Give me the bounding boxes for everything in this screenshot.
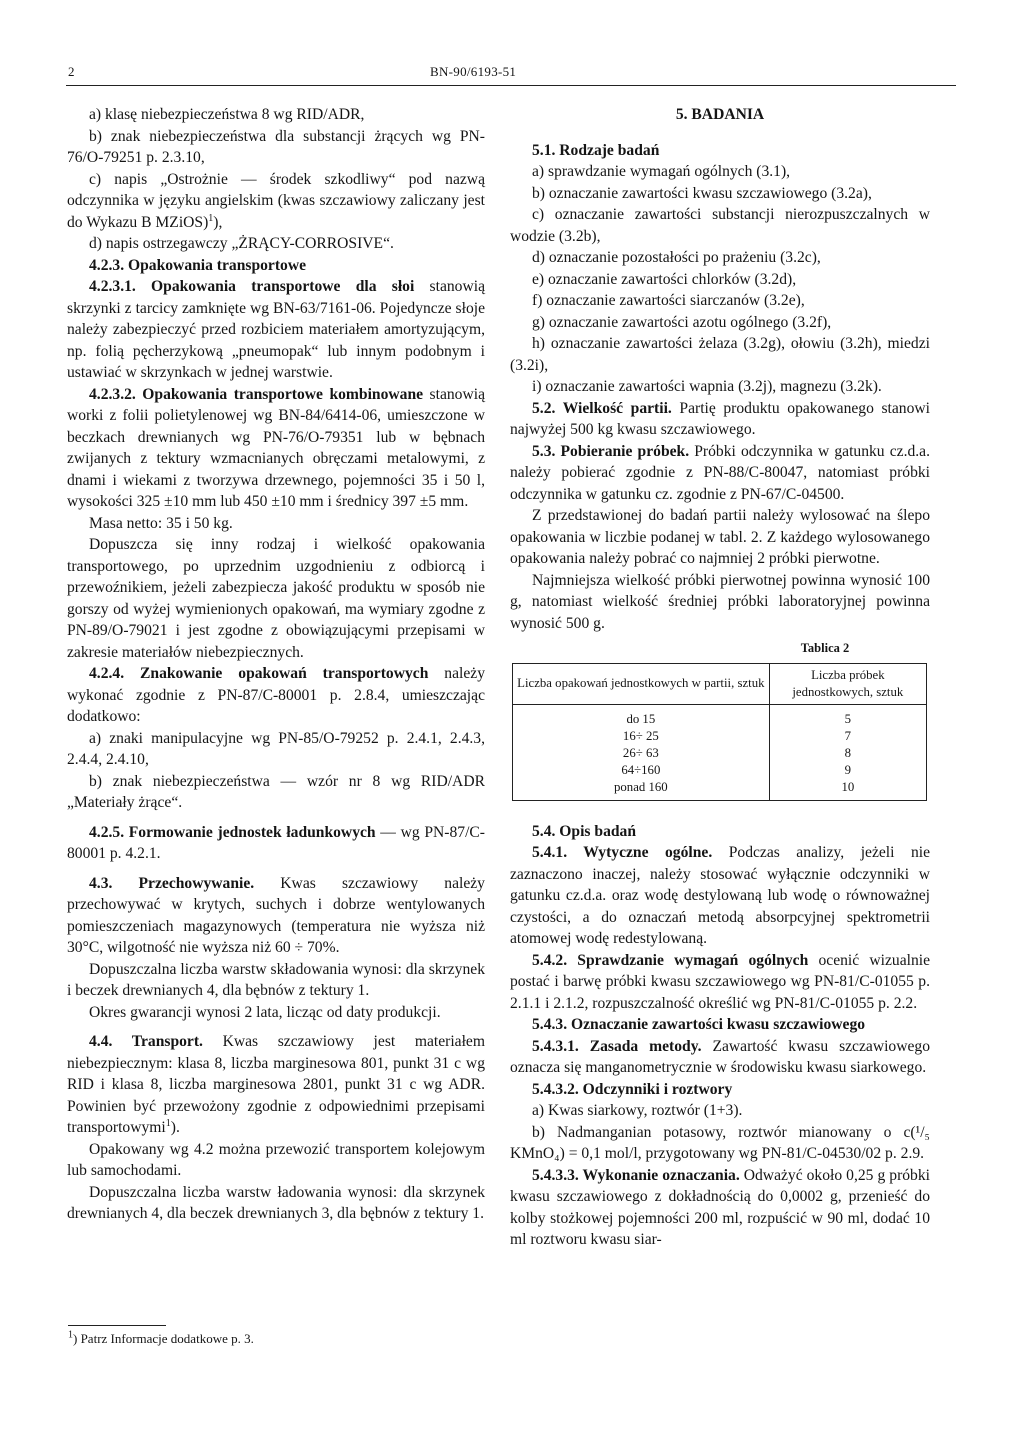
sample-table [512, 663, 927, 801]
paragraph-storage-layers: Dopuszczalna liczba warstw składowania wynosi: dla skrzynek i beczek drewnianych 4, dla bębnów z tektury 1. [67, 960, 485, 999]
list-item: g) oznaczanie zawartości azotu ogólnego (3.2f), [532, 313, 832, 331]
paragraph-text: Próbki odczynnika w gatunku cz.d.a. należy pobierać zgodnie z PN-88/C-80047, natomiast próbki odczynnika w gatunku cz. zgodnie z PN-67/C-04500. [510, 442, 930, 503]
section-heading-4-2-4: 4.2.4. Znakowanie opakowań transportowych [89, 665, 429, 682]
section-heading-5-4: 5.4. Opis badań [532, 822, 637, 840]
table-row [513, 779, 927, 801]
section-heading-5: 5. BADANIA [675, 106, 765, 123]
section-heading-4-3: 4.3. Przechowywanie. [89, 874, 255, 892]
table-row [513, 762, 927, 779]
table-cell: 10 [769, 779, 926, 801]
footnote-mark: 1 [68, 1329, 73, 1341]
list-item-c-end: ), [213, 213, 223, 231]
section-heading-5-3: 5.3. Pobieranie próbek. [532, 442, 690, 460]
list-item: i) oznaczanie zawartości wapnia (3.2j), magnezu (3.2k). [532, 378, 882, 395]
paragraph-5-2 [510, 398, 930, 441]
footnote [68, 1331, 254, 1347]
page-number: 2 [68, 64, 75, 79]
paragraph-sampling: Z przedstawionej do badań partii należy wylosować na ślepo opakowania w liczbie podanej w tabl. 2. Z każdego wylosowanego opakowania należy pobrać co najmniej 2 próbki pierwotne. [510, 507, 930, 567]
paragraph-net-mass: Masa netto: 35 i 50 kg. [89, 514, 233, 532]
list-item: b) oznaczanie zawartości kwasu szczawiowego (3.2a), [532, 184, 872, 202]
section-heading-4-2-3-2: 4.2.3.2. Opakowania transportowe kombinowane [89, 385, 424, 403]
footnote-text: ) Patrz Informacje dodatkowe p. 3. [73, 1331, 254, 1346]
section-heading-5-4-3-1: 5.4.3.1. Zasada metody. [532, 1037, 702, 1055]
table-cell: ponad 160 [513, 779, 770, 801]
list-item-a: a) znaki manipulacyjne wg PN-85/O-79252 p. 2.4.1, 2.4.3, 2.4.4, 2.4.10, [67, 729, 485, 768]
table-header-packages: Liczba opakowań jednostkowych w partii, sztuk [513, 663, 770, 704]
table-cell: 8 [769, 745, 926, 762]
list-item: a) sprawdzanie wymagań ogólnych (3.1), [532, 163, 791, 180]
table-cell: 5 [769, 704, 926, 728]
paragraph-4-2-3-1 [67, 276, 485, 384]
list-item-c [67, 169, 485, 234]
section-heading-5-1: 5.1. Rodzaje badań [532, 141, 660, 159]
section-heading-5-4-3: 5.4.3. Oznaczanie zawartości kwasu szczawiowego [532, 1016, 866, 1033]
section-heading-5-4-3-2: 5.4.3.2. Odczynniki i roztwory [532, 1080, 733, 1098]
list-item-a: a) klasę niebezpieczeństwa 8 wg RID/ADR, [89, 106, 365, 123]
paragraph-5-3 [510, 441, 930, 506]
footnote-ref: 1 [165, 1117, 171, 1129]
table-cell: 64÷160 [513, 762, 770, 779]
list-item: h) oznaczanie zawartości żelaza (3.2g), ołowiu (3.2h), miedzi (3.2i), [510, 335, 930, 374]
paragraph-text: należy wykonać zgodnie z PN-87/C-80001 p. 2.8.4, umieszczając dodatkowo: [67, 665, 485, 725]
footnote-rule [68, 1325, 166, 1326]
list-item-b: b) znak niebezpieczeństwa dla substancji żrących wg PN-76/O-79251 p. 2.3.10, [67, 127, 485, 166]
section-heading-5-4-1: 5.4.1. Wytyczne ogólne. [532, 844, 713, 861]
paragraph-text-end: , przygotowany wg PN-81/C-04530/02 p. 2.9. [637, 1145, 925, 1162]
table-cell: 26÷ 63 [513, 745, 770, 762]
paragraph-4-2-3-2 [67, 384, 485, 513]
paragraph-5-4-3-1 [510, 1036, 930, 1079]
paragraph-4-2-5 [67, 822, 485, 865]
footnote-ref: 1 [208, 212, 214, 224]
paragraph-text-end: ). [170, 1119, 180, 1136]
paragraph-text: Kwas szczawiowy jest materiałem niebezpiecznym: klasa 8, liczba marginesowa 801, punkt 31 c wg RID i klasa 8, liczba marginesowa 2801, punkt 31 c wg ADR. Powinien być przewożony zgodnie z odpowiednimi przepisami transportowymi [67, 1033, 485, 1136]
table-cell: do 15 [513, 704, 770, 728]
section-heading-5-4-2: 5.4.2. Sprawdzanie wymagań ogólnych [532, 951, 809, 969]
section-heading-5-4-3-3: 5.4.3.3. Wykonanie oznaczania. [532, 1166, 740, 1184]
list-item-b [510, 1122, 930, 1165]
list-item: f) oznaczanie zawartości siarczanów (3.2e), [532, 292, 805, 309]
table-header-samples: Liczba próbek jednostkowych, sztuk [769, 663, 926, 704]
paragraph-4-2-4 [67, 663, 485, 728]
paragraph-4-3 [67, 873, 485, 959]
section-heading-4-2-5: 4.2.5. Formowanie jednostek ładunkowych [89, 823, 376, 841]
paragraph-text: ocenić wizualnie postać i barwę próbki kwasu szczawiowego wg PN-81/C-01055 p. 2.1.1 i 2.1.2, rozpuszczalność określić wg PN-81/C-01055 p. 2.2. [510, 951, 930, 1012]
paragraph-text: b) Nadmanganian potasowy, roztwór mianowany o [532, 1123, 904, 1141]
document-id: BN-90/6193-51 [430, 64, 517, 79]
list-item-b: b) znak niebezpieczeństwa — wzór nr 8 wg RID/ADR „Materiały żrące“. [67, 772, 485, 811]
list-item-c-text: c) napis „Ostrożnie — środek szkodliwy“ pod nazwą odczynnika w języku angielskim (kwas szczawiowy zaliczany jest do Wykazu B MZiOS) [67, 170, 485, 231]
list-item-a: a) Kwas siarkowy, roztwór (1+3). [532, 1102, 743, 1119]
table-caption: Tablica 2 [800, 641, 850, 655]
table-cell: 9 [769, 762, 926, 779]
paragraph-text: Kwas szczawiowy należy przechowywać w krytych, suchych i dobrze wentylowanych pomieszczeniach magazynowych (temperatura nie wyższa niż 30°C, wilgotność nie wyższa niż 60 ÷ 70%. [67, 874, 485, 956]
paragraph-text: Zawartość kwasu szczawiowego oznacza się manganometrycznie w środowisku kwasu siarkowego. [510, 1037, 930, 1076]
paragraph-loading-layers: Dopuszczalna liczba warstw ładowania wynosi: dla skrzynek drewnianych 4, dla beczek drewnianych 3, dla bębnów z tektury 1. [67, 1183, 485, 1222]
paragraph-transport-means: Opakowany wg 4.2 można przewozić transportem kolejowym lub samochodami. [67, 1140, 485, 1179]
table-cell: 7 [769, 728, 926, 745]
left-column [67, 104, 485, 1225]
section-heading-5-2: 5.2. Wielkość partii. [532, 399, 672, 417]
section-heading-4-2-3: 4.2.3. Opakowania transportowe [89, 256, 307, 274]
list-item: e) oznaczanie zawartości chlorków (3.2d), [532, 270, 797, 288]
paragraph-5-4-2 [510, 950, 930, 1015]
paragraph-text: stanowią worki z folii polietylenowej wg BN-84/6414-06, umieszczone w beczkach drewnianych wg PN-76/O-79351 lub w bębnach zwijanych z tektury wzmacnianych obręczami metalowymi, z dnami i wiekami z tworzywa drzewnego, pojemności 35 i 50 l, wysokości 325 ±10 mm lub 450 ±10 mm i średnicy 397 ±5 mm. [67, 385, 485, 510]
paragraph-5-4-1 [510, 842, 930, 950]
list-item: d) oznaczanie pozostałości po prażeniu (3.2c), [532, 249, 821, 266]
paragraph-4-4 [67, 1031, 485, 1139]
header-rule [66, 85, 956, 86]
paragraph-text: Partię produktu opakowanego stanowi najwyżej 500 kg kwasu szczawiowego. [510, 399, 930, 438]
paragraph-text: Odważyć około 0,25 g próbki kwasu szczawiowego z dokładnością do 0,0002 g, przenieść do kolby stożkowej pojemności 200 ml, rozpuścić w 90 ml, dodać 10 ml roztworu kwasu siar- [510, 1166, 930, 1248]
list-item: c) oznaczanie zawartości substancji nierozpuszczalnych w wodzie (3.2b), [510, 206, 930, 245]
paragraph-text: stanowią skrzynki z tarcicy zamknięte wg BN-63/7161-06. Pojedyncze słoje należy zabezpieczyć przed rozbiciem materiałem amortyzującym, np. folią pęcherzykową „pneumopak“ lub innym podobnym i ustawiać w skrzynkach w jednej warstwie. [67, 278, 485, 381]
table-row [513, 728, 927, 745]
section-heading-4-2-3-1: 4.2.3.1. Opakowania transportowe dla słoi [89, 278, 415, 295]
section-heading-4-4: 4.4. Transport. [89, 1033, 203, 1050]
paragraph-sample-size: Najmniejsza wielkość próbki pierwotnej powinna wynosić 100 g, natomiast wielkość średniej próbki laboratoryjnej powinna wynosić 500 g. [510, 571, 930, 632]
paragraph-5-4-3-3 [510, 1165, 930, 1251]
table-cell: 16÷ 25 [513, 728, 770, 745]
paragraph-text: Podczas analizy, jeżeli nie zaznaczono inaczej, należy stosować wyłącznie odczynniki w gatunku cz.d.a. oraz wodę destylowaną lub wodę o równoważnej czystości, a do oznaczań metodą absorpcyjnej spektrometrii atomowej wodę redestylowaną. [510, 844, 930, 947]
list-item-d: d) napis ostrzegawczy „ŻRĄCY-CORROSIVE“. [89, 235, 394, 252]
paragraph-other-packaging: Dopuszcza się inny rodzaj i wielkość opakowania transportowego, po uprzednim uzgodnieniu z odbiorcą i przewoźnikiem, jeżeli zabezpiecza jakość produktu w sposób nie gorszy od wyżej wymienionych opakowań, ma wymiary zgodne z PN-89/O-79021 i jest zgodne z obowiązującymi przepisami w zakresie materiałów niebezpiecznych. [67, 536, 485, 661]
paragraph-warranty: Okres gwarancji wynosi 2 lata, licząc od daty produkcji. [89, 1003, 441, 1021]
paragraph-text: — wg PN-87/C-80001 p. 4.2.1. [67, 823, 485, 862]
table-row [513, 745, 927, 762]
right-column [510, 104, 930, 1251]
formula: c(¹/₅ KMnO₄) = 0,1 mol/l [510, 1123, 930, 1162]
table-row [513, 704, 927, 728]
